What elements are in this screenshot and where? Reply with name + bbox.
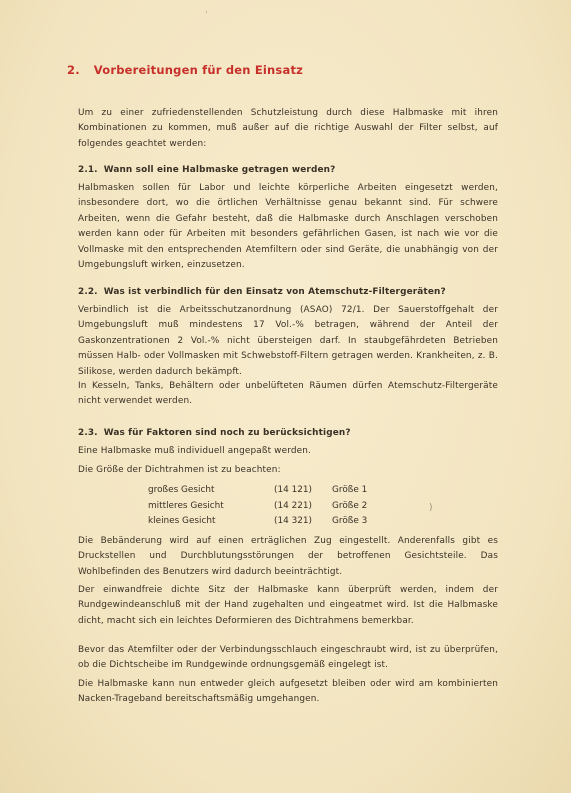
subsection-title: Was für Faktoren sind noch zu berücksichtigen? — [103, 428, 351, 438]
subsection-number: 2.2. — [78, 287, 98, 297]
section-number: 2. — [67, 63, 80, 77]
size-row — [148, 483, 392, 499]
subsection-2-3-paragraph-5: Bevor das Atemfilter oder der Verbindungsschlauch eingeschraubt wird, ist zu überprüfen, ob die Dichtscheibe im Rundgewinde ordnungsgemäß eingelegt ist. — [78, 645, 498, 671]
part-code: (14 321) — [274, 516, 312, 527]
subsection-2-3-paragraph-2: Die Größe der Dichtrahmen ist zu beachten: — [78, 465, 281, 475]
section-title: Vorbereitungen für den Einsatz — [93, 63, 304, 77]
face-size: großes Gesicht — [148, 485, 215, 495]
part-code: (14 221) — [274, 500, 312, 511]
subsection-2-1-heading — [78, 163, 498, 177]
pencil-mark: ) — [429, 503, 433, 513]
subsection-2-2-paragraph-1: Verbindlich ist die Arbeitsschutzanordnung (ASAO) 72/1. Der Sauerstoffgehalt der Umgebungsluft muß mindestens 17 Vol.-% betragen, während der Anteil der Gaskonzentrationen 2 Vol.-% nicht übersteigen darf. In staubgefährdeten Betrieben müssen Halb- oder Vollmasken mit Schwebstoff-Filtern getragen werden. Krankheiten, z. B. Silikose, werden dadurch bekämpft. — [78, 305, 498, 377]
face-size: kleines Gesicht — [148, 516, 216, 527]
subsection-number: 2.1. — [78, 165, 98, 175]
subsection-2-3-paragraph-1: Eine Halbmaske muß individuell angepaßt werden. — [78, 446, 311, 456]
size-table — [148, 483, 392, 530]
size-row — [148, 499, 392, 515]
subsection-title: Wann soll eine Halbmaske getragen werden? — [103, 165, 336, 175]
subsection-2-3-paragraph-6: Die Halbmaske kann nun entweder gleich aufgesetzt bleiben oder wird am kombinierten Nacken-Trageband bereitschaftsmäßig umgehangen. — [78, 679, 498, 705]
size-label: Größe 1 — [332, 485, 368, 495]
section-heading — [67, 63, 303, 77]
size-row — [148, 514, 392, 530]
subsection-2-3-heading — [78, 426, 498, 440]
subsection-2-2-paragraph-2: In Kesseln, Tanks, Behältern oder unbelüfteten Räumen dürfen Atemschutz-Filtergeräte nicht verwendet werden. — [78, 381, 498, 407]
subsection-2-3-paragraph-4: Der einwandfreie dichte Sitz der Halbmaske kann überprüft werden, indem der Rundgewindeanschluß mit der Hand zugehalten und eingeatmet wird. Ist die Halbmaske dicht, macht sich ein leichtes Deformieren des Dichtrahmens bemerkbar. — [78, 585, 498, 626]
subsection-2-2-heading — [78, 285, 498, 299]
size-label: Größe 3 — [332, 516, 368, 527]
subsection-2-3-paragraph-3: Die Bebänderung wird auf einen erträglichen Zug eingestellt. Anderenfalls gibt es Druckstellen und Durchblutungsstörungen der betroffenen Gesichtsteile. Das Wohlbefinden des Benutzers wird dadurch beeinträchtigt. — [78, 536, 498, 577]
face-size: mittleres Gesicht — [148, 500, 224, 511]
subsection-2-1-paragraph: Halbmasken sollen für Labor und leichte körperliche Arbeiten eingesetzt werden, insbesondere dort, wo die örtlichen Verhältnisse genau bekannt sind. Für schwere Arbeiten, wenn die Gefahr besteht, daß die Halbmaske durch Anschlagen verschoben werden kann oder für Arbeiten mit besonders gefährlichen Gasen, ist nach wie vor die Vollmaske mit den entsprechenden Atemfiltern oder sind Geräte, die unabhängig von der Umgebungsluft wirken, einzusetzen. — [78, 183, 498, 271]
size-label: Größe 2 — [332, 500, 368, 511]
intro-paragraph: Um zu einer zufriedenstellenden Schutzleistung durch diese Halbmaske mit ihren Kombinationen zu kommen, muß außer auf die richtige Auswahl der Filter selbst, auf folgendes geachtet werden: — [78, 108, 498, 149]
subsection-title: Was ist verbindlich für den Einsatz von Atemschutz-Filtergeräten? — [103, 287, 446, 297]
part-code: (14 121) — [274, 485, 312, 495]
page-speck: · — [205, 8, 208, 18]
subsection-number: 2.3. — [78, 428, 98, 438]
